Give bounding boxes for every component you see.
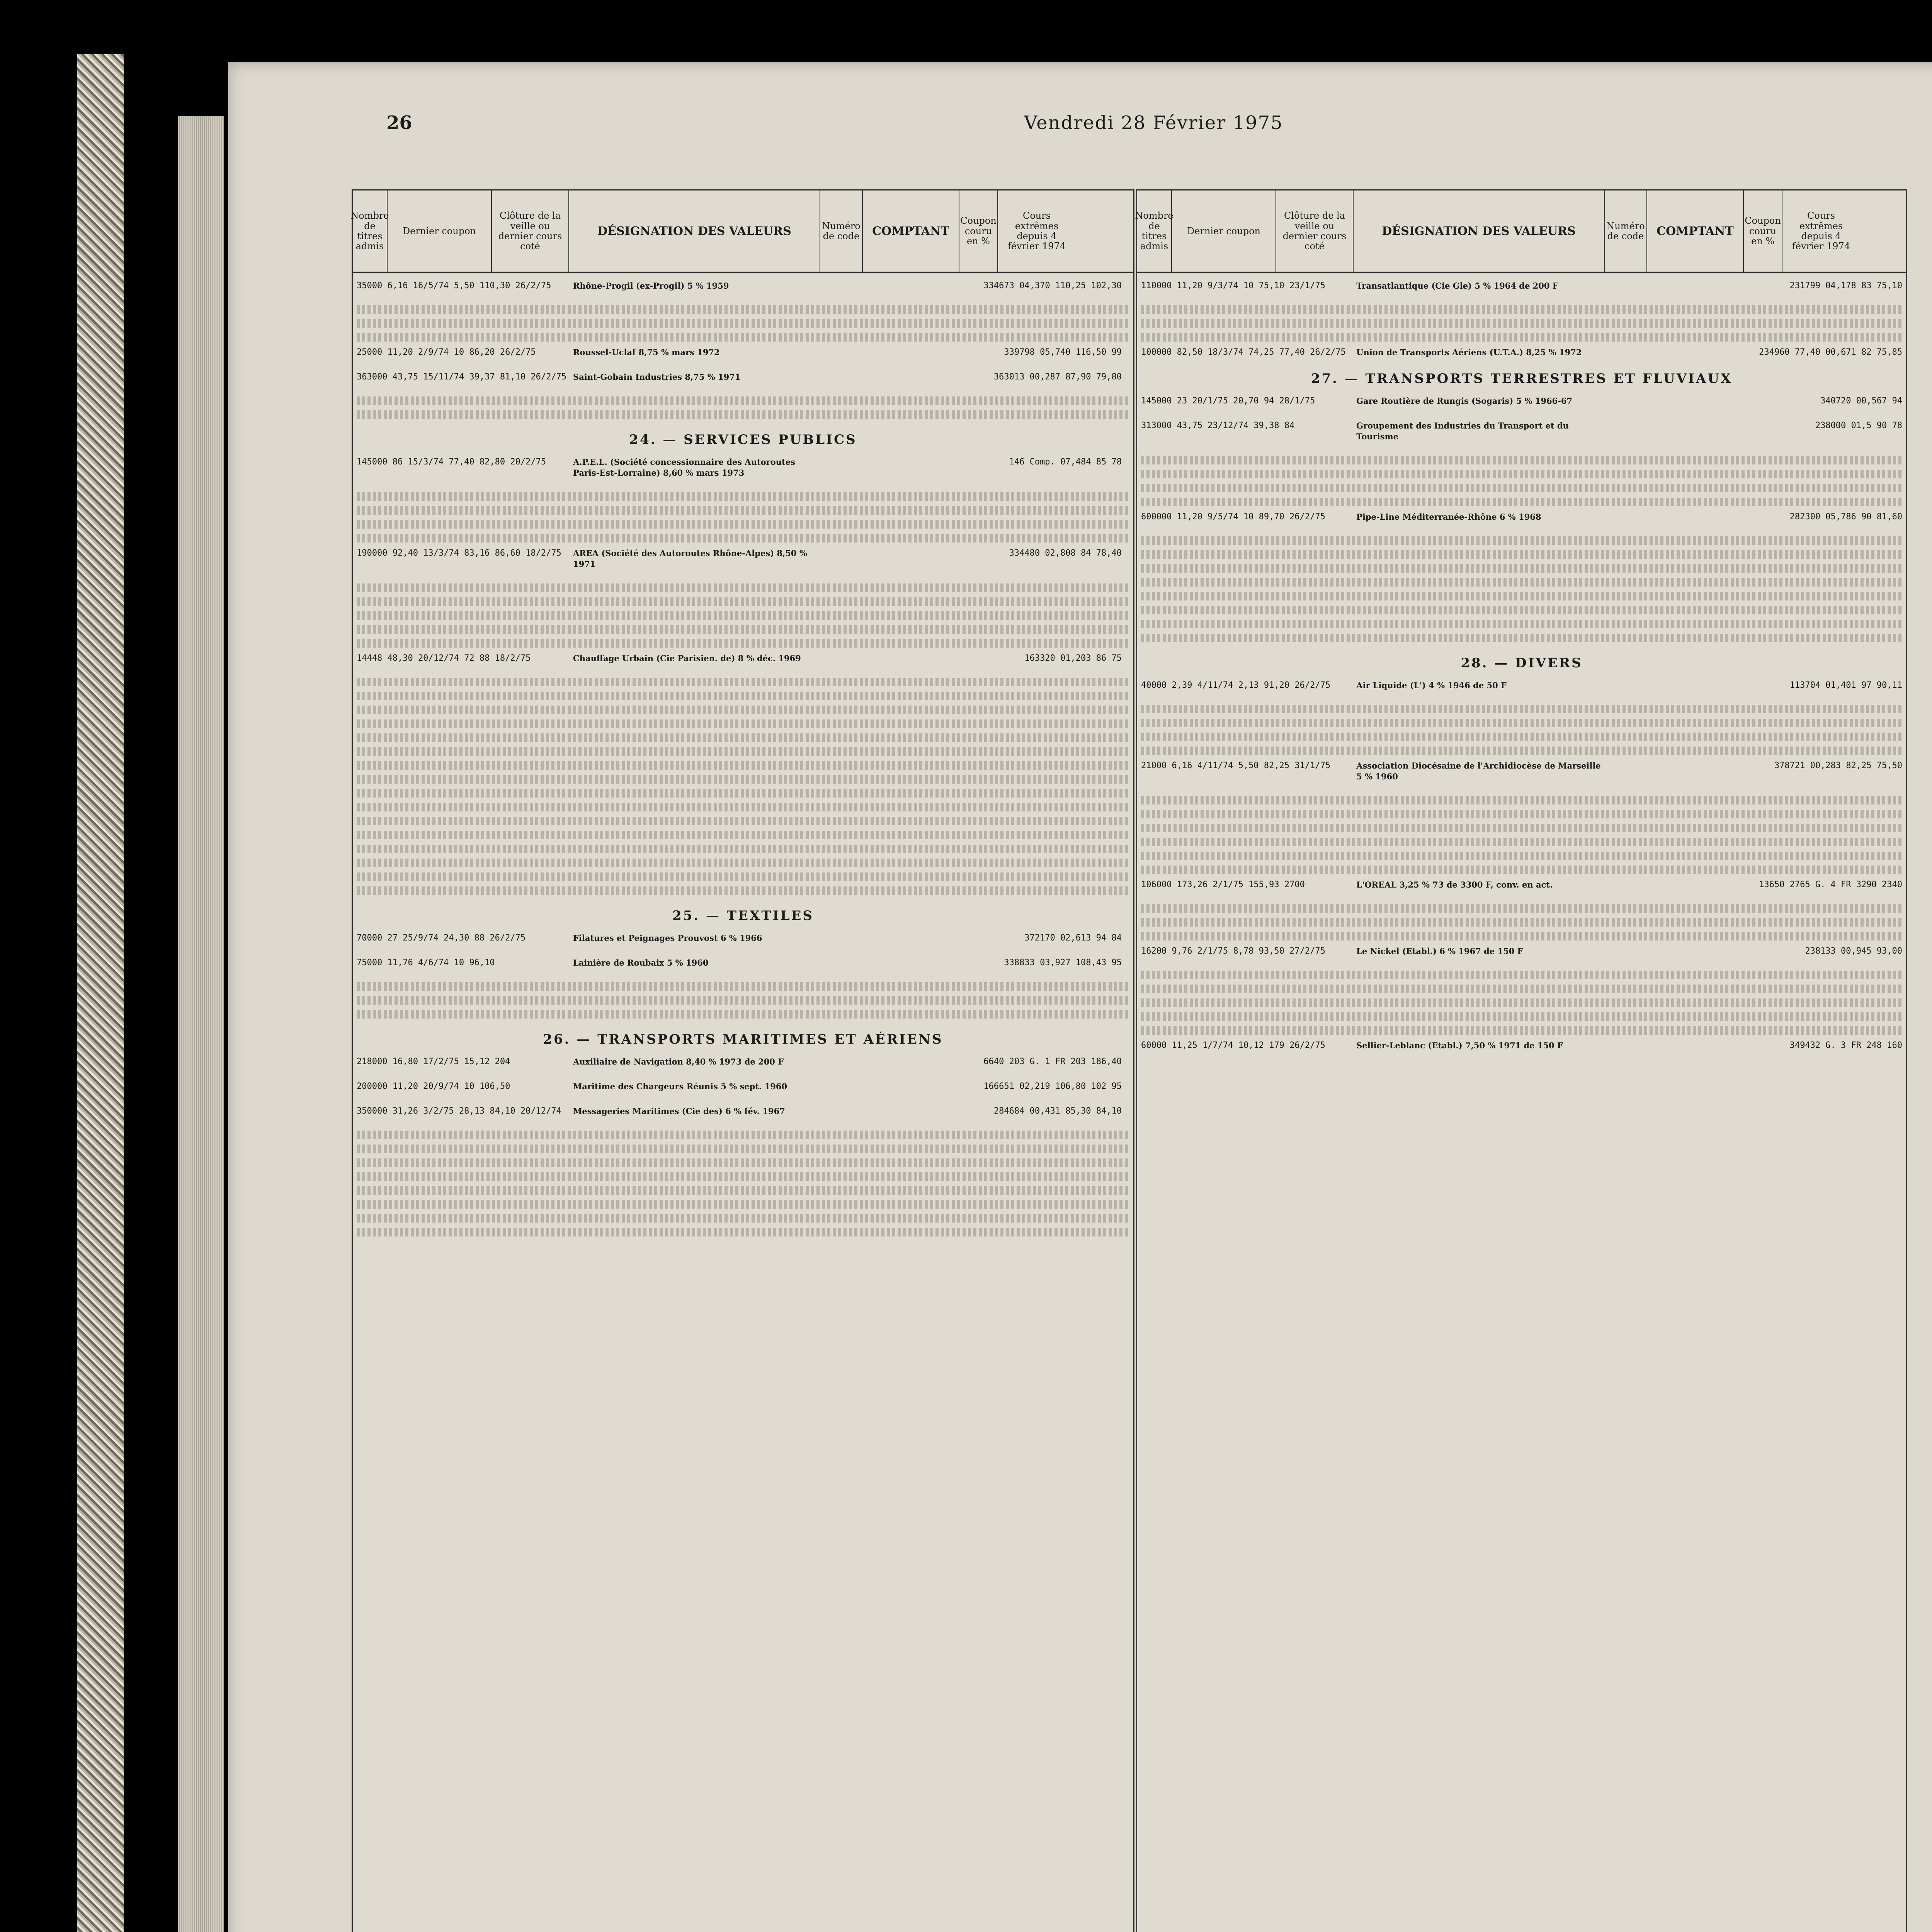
row-values: 14448 48,30 20/12/74 72 88 18/2/75 [357,653,531,663]
row-designation: Association Diocésaine de l'Archidiocèse de Marseille 5 % 1960 [1356,761,1601,781]
table-row [357,1081,1129,1092]
table-row [357,347,1129,358]
row-quotes: 284684 00,431 85,30 84,10 [993,1106,1122,1116]
section-title: 27. — TRANSPORTS TERRESTRES ET FLUVIAUX [1311,371,1733,386]
row-designation: Roussel-Uclaf 8,75 % mars 1972 [573,347,720,357]
row-designation: Maritime des Chargeurs Réunis 5 % sept. 1960 [573,1082,787,1091]
left-column [352,189,1134,1932]
row-designation: AREA (Société des Autoroutes Rhône-Alpes) 8,50 % 1971 [573,548,807,569]
row-values: 25000 11,20 2/9/74 10 86,20 26/2/75 [357,347,536,357]
header-titles: Nombre de titres admis [353,190,388,272]
table-row [357,548,1129,570]
page-number: 26 [386,112,412,134]
header-code: Numéro de code [820,190,863,272]
section-title: 24. — SERVICES PUBLICS [629,432,857,447]
table-row [357,1106,1129,1117]
row-quotes: 166651 02,219 106,80 102 95 [983,1082,1122,1091]
row-values: 75000 11,76 4/6/74 10 96,10 [357,958,495,968]
row-quotes: 334480 02,808 84 78,40 [1009,548,1122,558]
header-coupon: Dernier coupon [1172,190,1276,272]
header-extremes: Cours extrêmes depuis 4 février 1974 [1792,210,1850,252]
row-designation: Auxiliaire de Navigation 8,40 % 1973 de 200 F [573,1057,784,1066]
row-values: 145000 86 15/3/74 77,40 82,80 20/2/75 [357,457,546,467]
row-quotes: 378721 00,283 82,25 75,50 [1774,761,1902,770]
row-designation: Saint-Gobain Industries 8,75 % 1971 [573,372,741,382]
row-values: 100000 82,50 18/3/74 74,25 77,40 26/2/75 [1141,347,1346,357]
row-designation: Transatlantique (Cie Gle) 5 % 1964 de 200 F [1356,281,1558,291]
row-quotes: 334673 04,370 110,25 102,30 [983,281,1122,291]
table-row [357,372,1129,383]
table-row [1141,879,1902,890]
row-quotes: 6640 203 G. 1 FR 203 186,40 [983,1057,1122,1066]
section-title: 28. — DIVERS [1461,655,1583,671]
row-values: 218000 16,80 17/2/75 15,12 204 [357,1057,510,1066]
row-values: 200000 11,20 20/9/74 10 106,50 [357,1082,510,1091]
table-row [1141,396,1902,406]
header-cloture: Clôture de la veille ou dernier cours coté [492,190,569,272]
row-values: 21000 6,16 4/11/74 5,50 82,25 31/1/75 [1141,761,1331,770]
right-column [1136,189,1907,1932]
row-quotes: 349432 G. 3 FR 248 160 [1789,1041,1902,1050]
row-values: 145000 23 20/1/75 20,70 94 28/1/75 [1141,396,1315,406]
table-row [1141,281,1902,291]
row-values: 600000 11,20 9/5/74 10 89,70 26/2/75 [1141,512,1325,522]
table-row [1141,946,1902,957]
header-coupon-couru: Coupon couru en % [1744,190,1782,272]
row-values: 313000 43,75 23/12/74 39,38 84 [1141,421,1295,430]
row-designation: Rhône-Progil (ex-Progil) 5 % 1959 [573,281,729,291]
row-values: 350000 31,26 3/2/75 28,13 84,10 20/12/74 [357,1106,561,1116]
row-quotes: 146 Comp. 07,484 85 78 [1009,457,1122,467]
row-designation: Chauffage Urbain (Cie Parisien. de) 8 % déc. 1969 [573,653,801,663]
row-designation: Groupement des Industries du Transport et du Tourisme [1356,421,1569,441]
header-designation: DÉSIGNATION DES VALEURS [569,190,820,272]
section-title: 25. — TEXTILES [672,908,814,923]
row-values: 16200 9,76 2/1/75 8,78 93,50 27/2/75 [1141,946,1325,956]
table-row [1141,1040,1902,1051]
row-values: 363000 43,75 15/11/74 39,37 81,10 26/2/75 [357,372,567,382]
row-values: 70000 27 25/9/74 24,30 88 26/2/75 [357,933,526,943]
row-quotes: 231799 04,178 83 75,10 [1789,281,1902,291]
right-body [1137,273,1906,1073]
table-row [1141,760,1902,782]
table-row [357,1056,1129,1067]
left-body [353,273,1133,1250]
table-row [357,933,1129,944]
row-designation: Union de Transports Aériens (U.T.A.) 8,25 % 1972 [1356,347,1582,357]
table-row [1141,347,1902,358]
row-quotes: 340720 00,567 94 [1820,396,1902,406]
row-designation: Messageries Maritimes (Cie des) 6 % fév. 1967 [573,1106,785,1116]
table-header [350,190,1133,273]
row-values: 40000 2,39 4/11/74 2,13 91,20 26/2/75 [1141,680,1331,690]
table-row [357,457,1129,478]
row-quotes: 234960 77,40 00,671 82 75,85 [1759,347,1902,357]
row-values: 190000 92,40 13/3/74 83,16 86,60 18/2/75 [357,548,561,558]
header-designation: DÉSIGNATION DES VALEURS [1354,190,1605,272]
row-designation: Lainière de Roubaix 5 % 1960 [573,958,709,968]
header-titles: Nombre de titres admis [1137,190,1172,272]
header-comptant: COMPTANT [1647,190,1744,272]
page-edges [178,116,224,1932]
table-row [357,281,1129,291]
row-quotes: 113704 01,401 97 90,11 [1789,680,1902,690]
header-cloture: Clôture de la veille ou dernier cours coté [1276,190,1354,272]
row-designation: Le Nickel (Etabl.) 6 % 1967 de 150 F [1356,946,1523,956]
row-designation: A.P.E.L. (Société concessionnaire des Autoroutes Paris-Est-Lorraine) 8,60 % mars 1973 [573,457,795,478]
row-designation: Sellier-Leblanc (Etabl.) 7,50 % 1971 de 150 F [1356,1041,1563,1050]
row-quotes: 363013 00,287 87,90 79,80 [993,372,1122,382]
page-date: Vendredi 28 Février 1975 [1024,112,1283,134]
row-quotes: 13650 2765 G. 4 FR 3290 2340 [1759,880,1902,889]
table-row [357,957,1129,968]
row-designation: Filatures et Peignages Prouvost 6 % 1966 [573,933,762,943]
row-quotes: 163320 01,203 86 75 [1024,653,1122,663]
table-header [1137,190,1906,273]
section-title: 26. — TRANSPORTS MARITIMES ET AÉRIENS [543,1032,943,1047]
header-comptant: COMPTANT [863,190,959,272]
header-code: Numéro de code [1605,190,1647,272]
header-extremes: Cours extrêmes depuis 4 février 1974 [1007,210,1066,252]
table-row [1141,420,1902,442]
row-values: 110000 11,20 9/3/74 10 75,10 23/1/75 [1141,281,1325,291]
table-row [1141,512,1902,522]
row-quotes: 238000 01,5 90 78 [1815,421,1902,430]
row-designation: Air Liquide (L') 4 % 1946 de 50 F [1356,680,1507,690]
row-quotes: 282300 05,786 90 81,60 [1789,512,1902,522]
row-designation: Pipe-Line Méditerranée-Rhône 6 % 1968 [1356,512,1541,522]
table-row [357,653,1129,664]
row-designation: Gare Routière de Rungis (Sogaris) 5 % 1966-67 [1356,396,1573,406]
header-coupon: Dernier coupon [388,190,492,272]
row-quotes: 339798 05,740 116,50 99 [1004,347,1122,357]
row-values: 60000 11,25 1/7/74 10,12 179 26/2/75 [1141,1041,1325,1050]
header-coupon-couru: Coupon couru en % [959,190,998,272]
row-quotes: 238133 00,945 93,00 [1805,946,1902,956]
table-row [1141,680,1902,691]
row-quotes: 338833 03,927 108,43 95 [1004,958,1122,968]
book-binding [77,54,124,1932]
row-values: 106000 173,26 2/1/75 155,93 2700 [1141,880,1305,889]
row-quotes: 372170 02,613 94 84 [1024,933,1122,943]
row-designation: L'OREAL 3,25 % 73 de 3300 F, conv. en act. [1356,880,1553,889]
row-values: 35000 6,16 16/5/74 5,50 110,30 26/2/75 [357,281,551,291]
